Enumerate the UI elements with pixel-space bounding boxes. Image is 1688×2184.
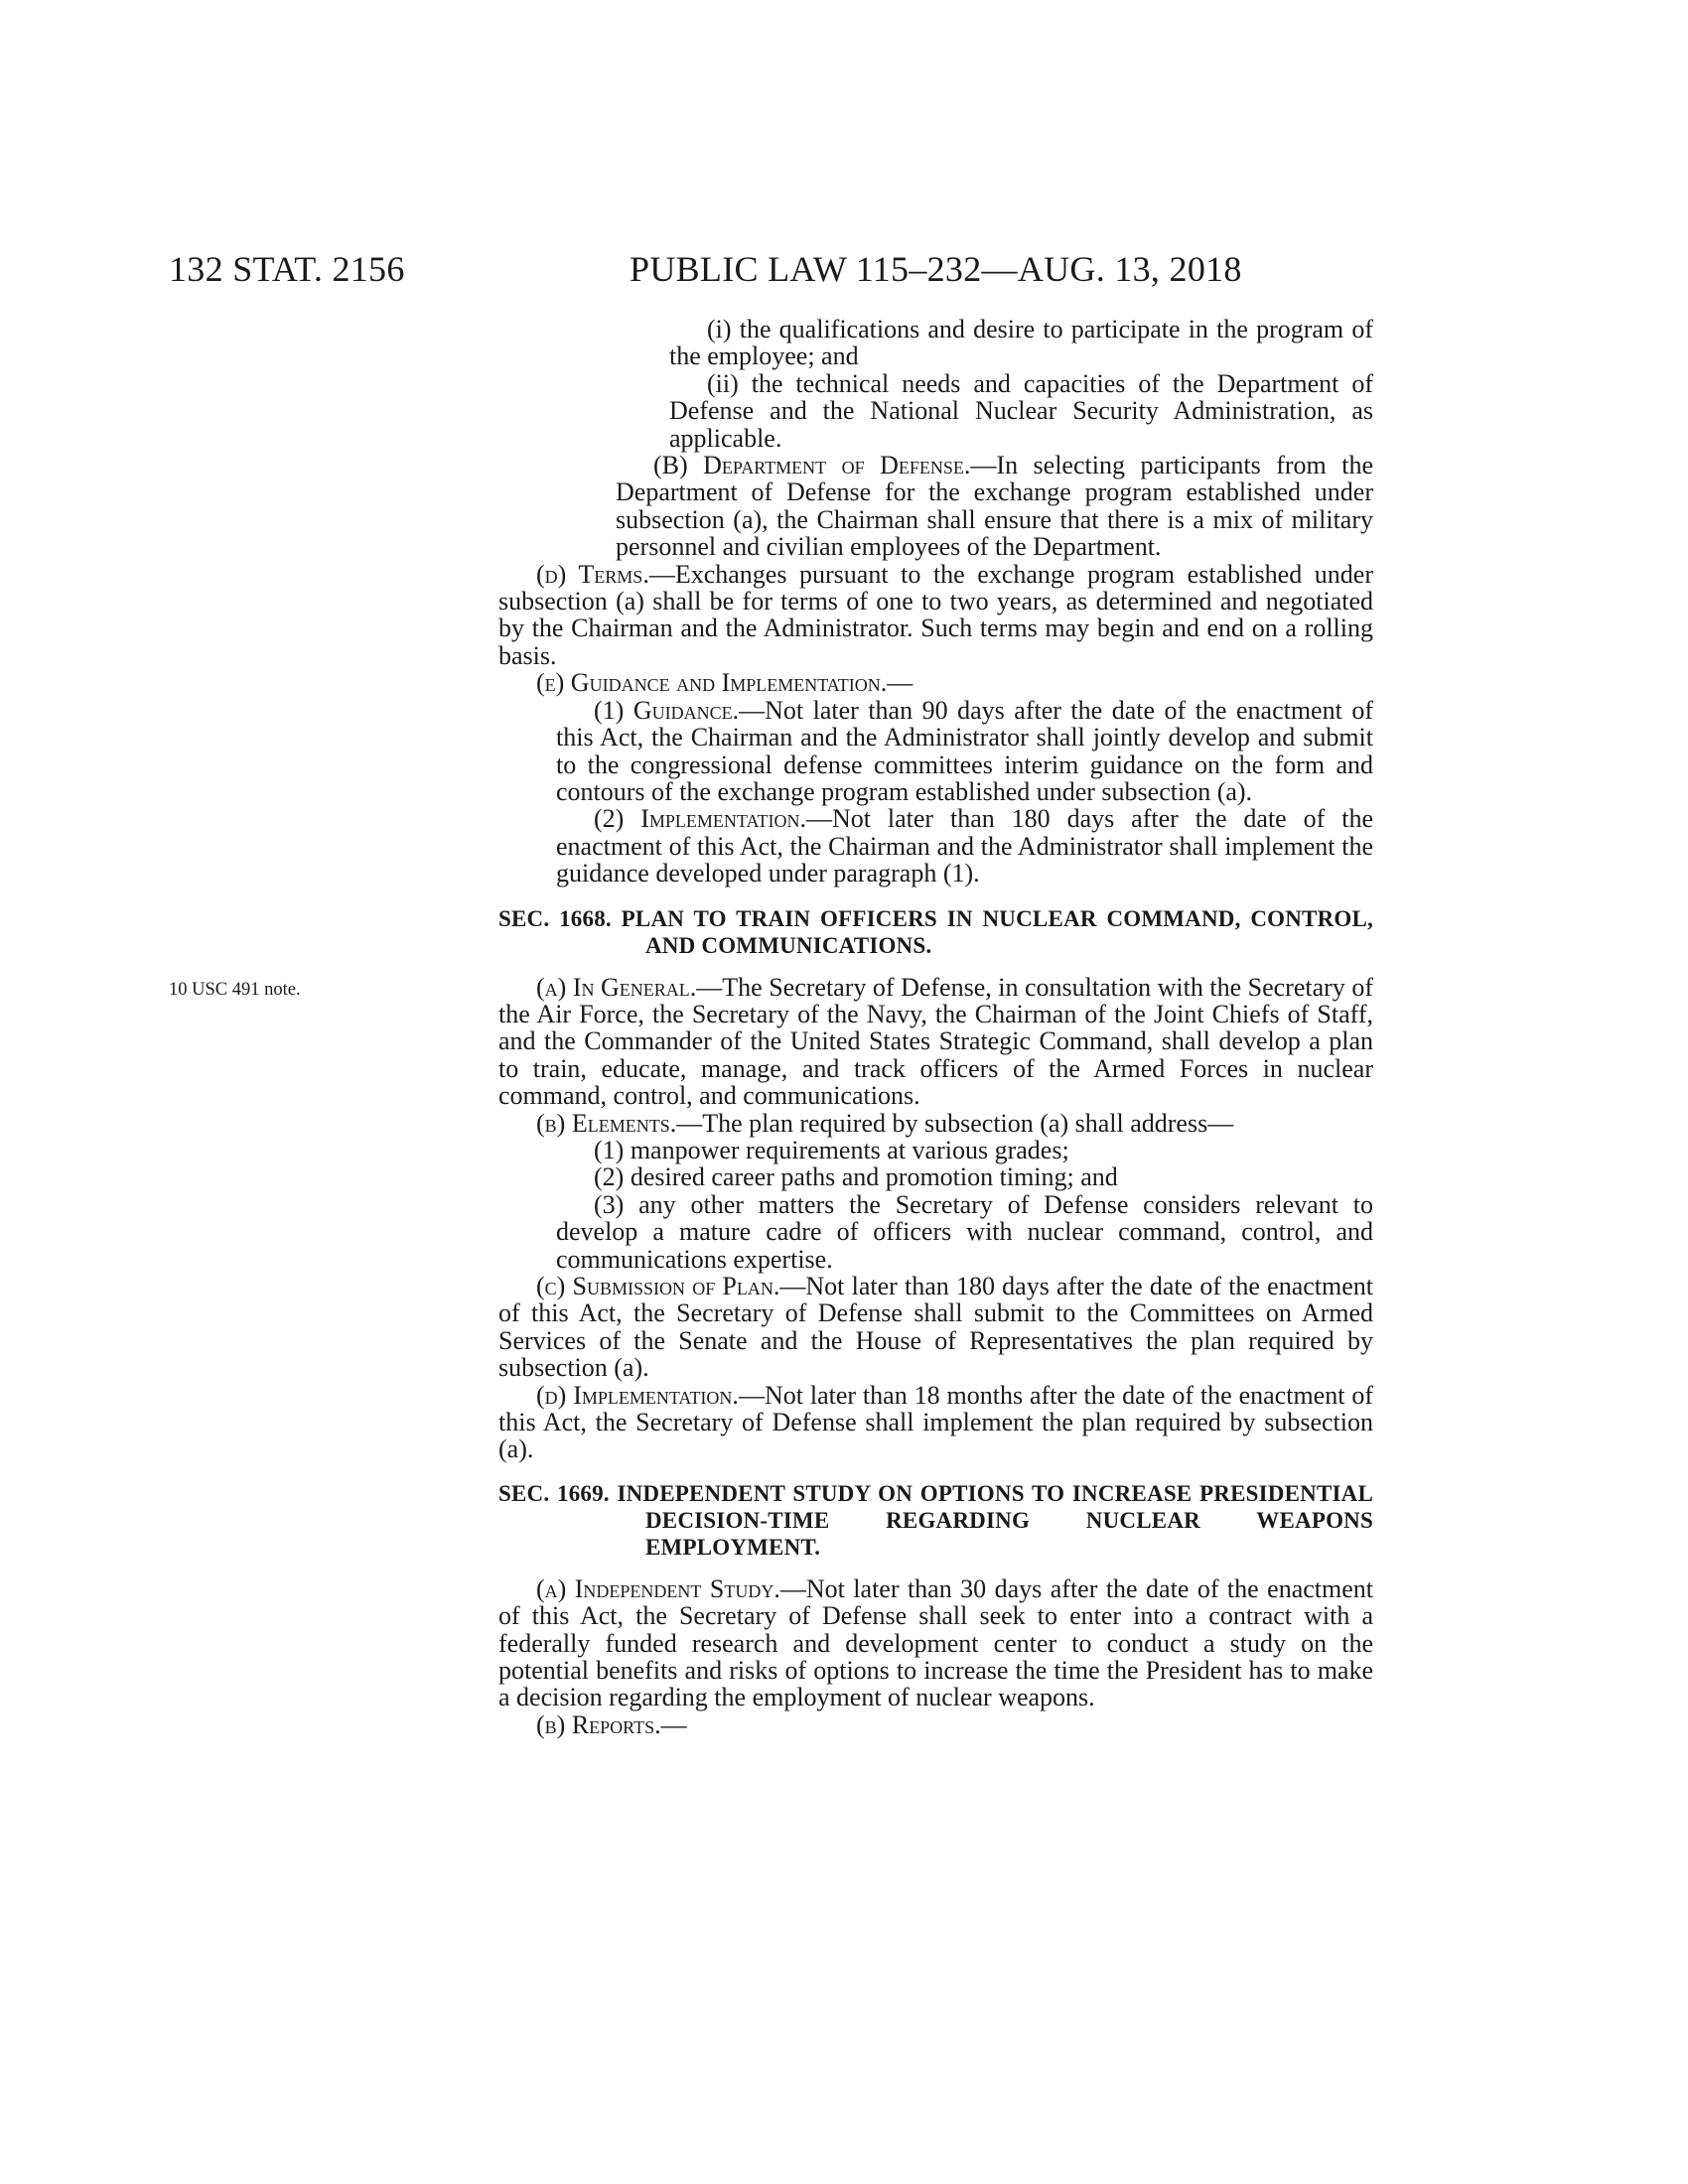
statute-text-column <box>498 316 1373 1738</box>
paragraph-1-guidance: (1) Guidance.—Not later than 90 days after the date of the enactment of this Act, the Chairman and the Administrator shall jointly develop and submit to the congressional defense committees interim guidance on the form and contours of the exchange program established under subsection (a). <box>556 695 1373 806</box>
clause-i: (i) the qualifications and desire to participate in the program of the employee; and <box>669 315 1373 371</box>
subsection-e-heading: (e) Guidance and Implementation.— <box>536 668 914 698</box>
subparagraph-b: (B) Department of Defense.—In selecting participants from the Department of Defense for the exchange program established under subsection (a), the Chairman shall ensure that there is a mix of military personnel and civilian employees of the Department. <box>616 451 1373 562</box>
element-3: (3) any other matters the Secretary of Defense considers relevant to develop a mature cadre of officers with nuclear command, control, and communications expertise. <box>556 1189 1373 1274</box>
subsection-d-implementation: (d) Implementation.—Not later than 18 months after the date of the enactment of this Act, the Secretary of Defense shall implement the plan required by subsection (a). <box>498 1380 1373 1464</box>
element-2: (2) desired career paths and promotion timing; and <box>594 1162 1118 1192</box>
subsection-b-elements: (b) Elements.—The plan required by subsection (a) shall address— <box>536 1108 1234 1138</box>
section-1668-heading: SEC. 1668. PLAN TO TRAIN OFFICERS IN NUCLEAR COMMAND, CONTROL, AND COMMUNICATIONS. <box>498 905 1373 958</box>
subsection-d-terms: (d) Terms.—Exchanges pursuant to the exchange program established under subsection (a) shall be for terms of one to two years, as determined and negotiated by the Chairman and the Administrator. Such terms may begin and end on a rolling basis. <box>498 559 1373 670</box>
subsection-b-reports: (b) Reports.— <box>536 1709 687 1739</box>
subsection-c-submission: (c) Submission of Plan.—Not later than 180 days after the date of the enactment of this Act, the Secretary of Defense shall submit to the Committees on Armed Services of the Senate and the House of Representatives the plan required by subsection (a). <box>498 1272 1373 1383</box>
subsection-a-in-general: (a) In General.—The Secretary of Defense, in consultation with the Secretary of the Air Force, the Secretary of the Navy, the Chairman of the Joint Chiefs of Staff, and the Commander of the United States Strategic Command, shall develop a plan to train, educate, manage, and track officers of the Armed Forces in nuclear command, control, and communications. <box>498 972 1373 1111</box>
clause-ii: (ii) the technical needs and capacities of the Department of Defense and the National Nuclear Security Administration, as applicable. <box>669 368 1373 453</box>
paragraph-2-implementation: (2) Implementation.—Not later than 180 days after the date of the enactment of this Act, the Chairman and the Administrator shall implement the guidance developed under paragraph (1). <box>556 804 1373 888</box>
margin-note: 10 USC 491 note. <box>169 980 301 1000</box>
subsection-a-independent-study: (a) Independent Study.—Not later than 30 days after the date of the enactment of this Act, the Secretary of Defense shall seek to enter into a contract with a federally funded research and development center to conduct a study on the potential benefits and risks of options to increase the time the President has to make a decision regarding the employment of nuclear weapons. <box>498 1573 1373 1712</box>
page-stat-number: 132 STAT. 2156 <box>169 249 405 289</box>
element-1: (1) manpower requirements at various grades; <box>594 1135 1069 1164</box>
section-1669-heading: SEC. 1669. INDEPENDENT STUDY ON OPTIONS TO INCREASE PRESIDENTIAL DECISION-TIME REGARDING NUCLEAR WEAPONS EMPLOYMENT. <box>498 1480 1373 1560</box>
running-header: PUBLIC LAW 115–232—AUG. 13, 2018 <box>630 249 1242 289</box>
